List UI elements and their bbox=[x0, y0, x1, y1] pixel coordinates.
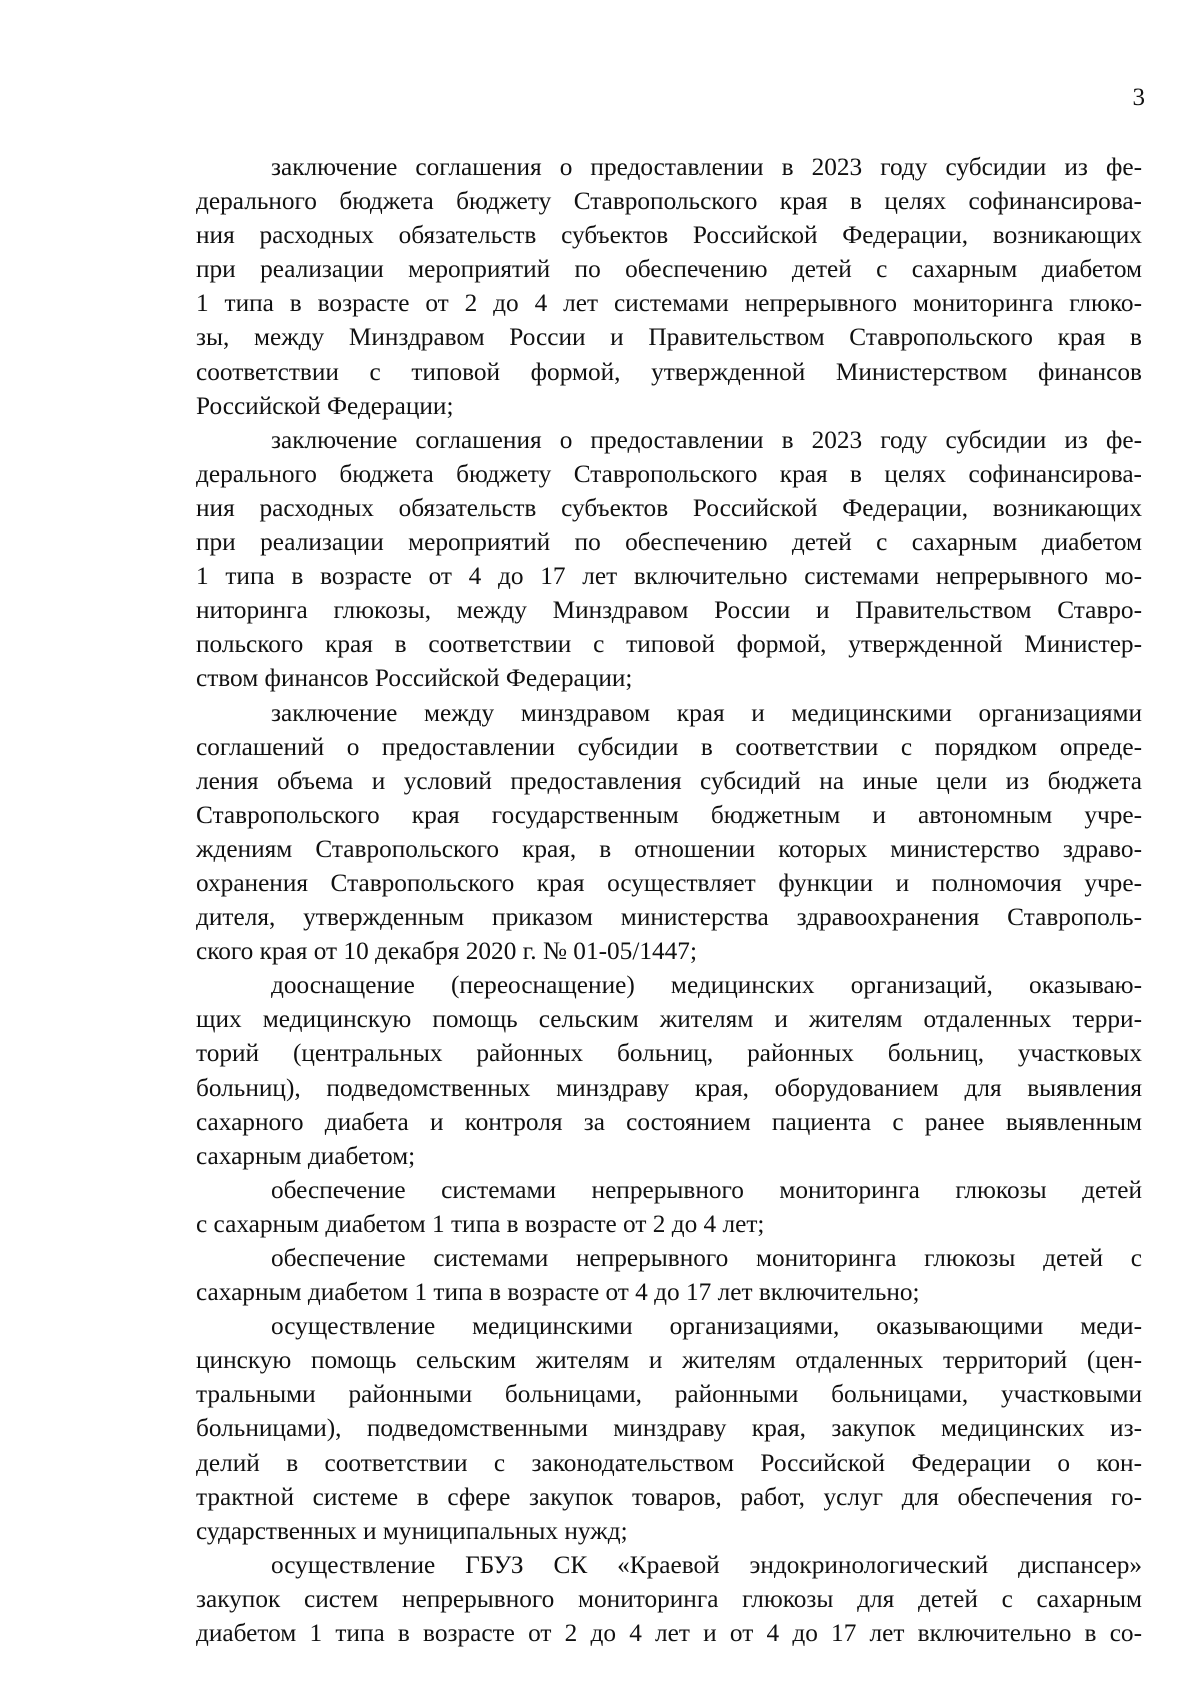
text-line: трактной системе в сфере закупок товаров, работ, услуг для обеспечения го- bbox=[196, 1482, 1142, 1511]
text-line: обеспечение системами непрерывного мониторинга глюкозы детей bbox=[271, 1175, 1142, 1204]
text-line: дерального бюджета бюджету Ставропольского края в целях софинансирова- bbox=[196, 459, 1142, 488]
document-body bbox=[196, 150, 1142, 1650]
text-line: польского края в соответствии с типовой формой, утвержденной Министер- bbox=[196, 630, 1142, 659]
text-line: 1 типа в возрасте от 4 до 17 лет включительно системами непрерывного мо- bbox=[196, 562, 1142, 591]
text-line: ского края от 10 декабря 2020 г. № 01-05/1447; bbox=[196, 937, 697, 966]
text-line: диабетом 1 типа в возрасте от 2 до 4 лет и от 4 до 17 лет включительно в со- bbox=[196, 1619, 1142, 1648]
text-line: щих медицинскую помощь сельским жителям и жителям отдаленных терри- bbox=[196, 1005, 1142, 1034]
text-line: охранения Ставропольского края осуществляет функции и полномочия учре- bbox=[196, 868, 1142, 897]
paragraph bbox=[196, 968, 1142, 1173]
paragraph bbox=[196, 150, 1142, 423]
text-line: больниц), подведомственных минздраву края, оборудованием для выявления bbox=[196, 1073, 1142, 1102]
text-line: ния расходных обязательств субъектов Российской Федерации, возникающих bbox=[196, 221, 1142, 250]
text-line: заключение между минздравом края и медицинскими организациями bbox=[271, 698, 1142, 727]
text-line: сударственных и муниципальных нужд; bbox=[196, 1516, 628, 1545]
text-line: дителя, утвержденным приказом министерства здравоохранения Ставрополь- bbox=[196, 903, 1142, 932]
text-line: закупок систем непрерывного мониторинга глюкозы для детей с сахарным bbox=[196, 1584, 1142, 1613]
paragraph bbox=[196, 1241, 1142, 1309]
text-line: дерального бюджета бюджету Ставропольского края в целях софинансирова- bbox=[196, 187, 1142, 216]
text-line: ниторинга глюкозы, между Минздравом России и Правительством Ставро- bbox=[196, 596, 1142, 625]
text-line: ния расходных обязательств субъектов Российской Федерации, возникающих bbox=[196, 493, 1142, 522]
text-line: соответствии с типовой формой, утвержденной Министерством финансов bbox=[196, 357, 1142, 386]
text-line: заключение соглашения о предоставлении в 2023 году субсидии из фе- bbox=[271, 425, 1142, 454]
page-number: 3 bbox=[1132, 84, 1145, 111]
text-line: ждениям Ставропольского края, в отношении которых министерство здраво- bbox=[196, 834, 1142, 863]
paragraph bbox=[196, 1548, 1142, 1650]
text-line: тральными районными больницами, районными больницами, участковыми bbox=[196, 1380, 1142, 1409]
text-line: 1 типа в возрасте от 2 до 4 лет системами непрерывного мониторинга глюко- bbox=[196, 289, 1142, 318]
text-line: делий в соответствии с законодательством Российской Федерации о кон- bbox=[196, 1448, 1142, 1477]
text-line: обеспечение системами непрерывного мониторинга глюкозы детей с bbox=[271, 1244, 1142, 1272]
text-line: ления объема и условий предоставления субсидий на иные цели из бюджета bbox=[196, 766, 1142, 795]
text-line: сахарным диабетом 1 типа в возрасте от 4 до 17 лет включительно; bbox=[196, 1278, 920, 1307]
text-line: при реализации мероприятий по обеспечению детей с сахарным диабетом bbox=[196, 255, 1142, 284]
text-line: ством финансов Российской Федерации; bbox=[196, 664, 633, 693]
paragraph bbox=[196, 1309, 1142, 1548]
text-line: осуществление ГБУЗ СК «Краевой эндокринологический диспансер» bbox=[271, 1550, 1142, 1579]
text-line: цинскую помощь сельским жителям и жителям отдаленных территорий (цен- bbox=[196, 1346, 1142, 1375]
text-line: зы, между Минздравом России и Правительством Ставропольского края в bbox=[196, 323, 1142, 352]
paragraph bbox=[196, 423, 1142, 696]
text-line: с сахарным диабетом 1 типа в возрасте от 2 до 4 лет; bbox=[196, 1209, 765, 1238]
text-line: больницами), подведомственными минздраву края, закупок медицинских из- bbox=[196, 1414, 1142, 1443]
text-line: заключение соглашения о предоставлении в 2023 году субсидии из фе- bbox=[271, 153, 1142, 181]
text-line: дооснащение (переоснащение) медицинских организаций, оказываю- bbox=[271, 971, 1142, 1000]
text-line: торий (центральных районных больниц, районных больниц, участковых bbox=[196, 1039, 1142, 1068]
text-line: сахарным диабетом; bbox=[196, 1141, 416, 1170]
text-line: при реализации мероприятий по обеспечению детей с сахарным диабетом bbox=[196, 528, 1142, 557]
paragraph bbox=[196, 696, 1142, 969]
text-line: Российской Федерации; bbox=[196, 391, 454, 420]
text-line: Ставропольского края государственным бюджетным и автономным учре- bbox=[196, 800, 1142, 829]
text-line: осуществление медицинскими организациями, оказывающими меди- bbox=[271, 1312, 1142, 1341]
text-line: соглашений о предоставлении субсидии в соответствии с порядком опреде- bbox=[196, 732, 1142, 761]
paragraph bbox=[196, 1173, 1142, 1241]
text-line: сахарного диабета и контроля за состоянием пациента с ранее выявленным bbox=[196, 1107, 1142, 1136]
